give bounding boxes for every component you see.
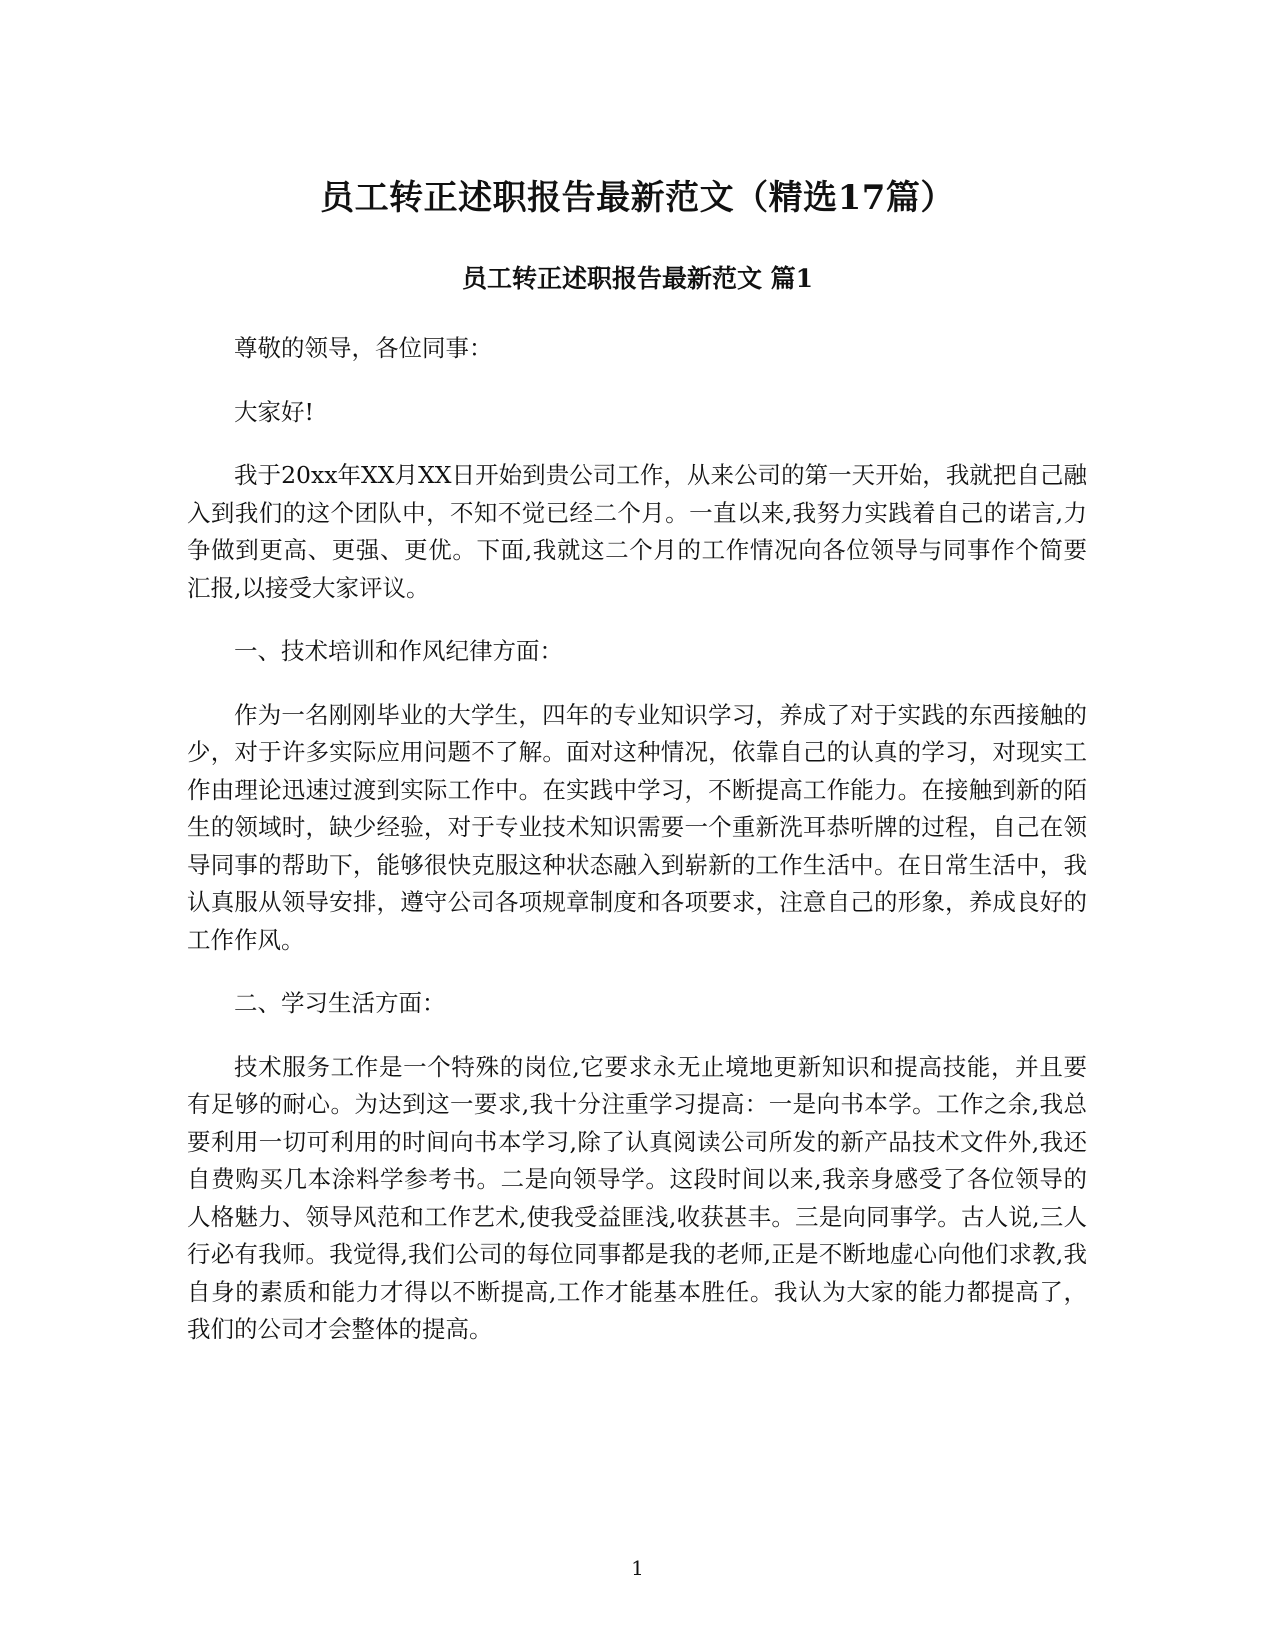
document-body	[187, 330, 1087, 1375]
heading-study-life: 二、学习生活方面：	[234, 989, 446, 1017]
page-number: 1	[631, 1556, 644, 1580]
paragraph-greeting: 尊敬的领导，各位同事：	[234, 334, 493, 362]
paragraph-hello: 大家好!	[234, 397, 314, 426]
paragraph-intro: 我于20xx年XX月XX日开始到贵公司工作，从来公司的第一天开始，我就把自己融入到我们的这个团队中，不知不觉已经二个月。一直以来,我努力实践着自己的诺言,力争做到更高、更强、更优。下面,我就这二个月的工作情况向各位领导与同事作个简要汇报,以接受大家评议。	[187, 461, 1087, 602]
section-title: 员工转正述职报告最新范文 篇1	[461, 264, 814, 293]
paragraph-study-life: 技术服务工作是一个特殊的岗位,它要求永无止境地更新知识和提高技能，并且要有足够的耐心。为达到这一要求,我十分注重学习提高：一是向书本学。工作之余,我总要利用一切可利用的时间向书本学习,除了认真阅读公司所发的新产品技术文件外,我还自费购买几本涂料学参考书。二是向领导学。这段时间以来,我亲身感受了各位领导的人格魅力、领导风范和工作艺术,使我受益匪浅,收获甚丰。三是向同事学。古人说,三人行必有我师。我觉得,我们公司的每位同事都是我的老师,正是不断地虚心向他们求教,我自身的素质和能力才得以不断提高,工作才能基本胜任。我认为大家的能力都提高了，我们的公司才会整体的提高。	[187, 1052, 1087, 1343]
paragraph-technical-training: 作为一名刚刚毕业的大学生，四年的专业知识学习，养成了对于实践的东西接触的少，对于许多实际应用问题不了解。面对这种情况，依靠自己的认真的学习，对现实工作由理论迅速过渡到实际工作中。在实践中学习，不断提高工作能力。在接触到新的陌生的领域时，缺少经验，对于专业技术知识需要一个重新洗耳恭听牌的过程，自己在领导同事的帮助下，能够很快克服这种状态融入到崭新的工作生活中。在日常生活中，我认真服从领导安排，遵守公司各项规章制度和各项要求，注意自己的形象，养成良好的工作作风。	[187, 700, 1087, 954]
heading-technical-training: 一、技术培训和作风纪律方面：	[234, 637, 563, 665]
document-title: 员工转正述职报告最新范文（精选17篇）	[320, 178, 955, 218]
